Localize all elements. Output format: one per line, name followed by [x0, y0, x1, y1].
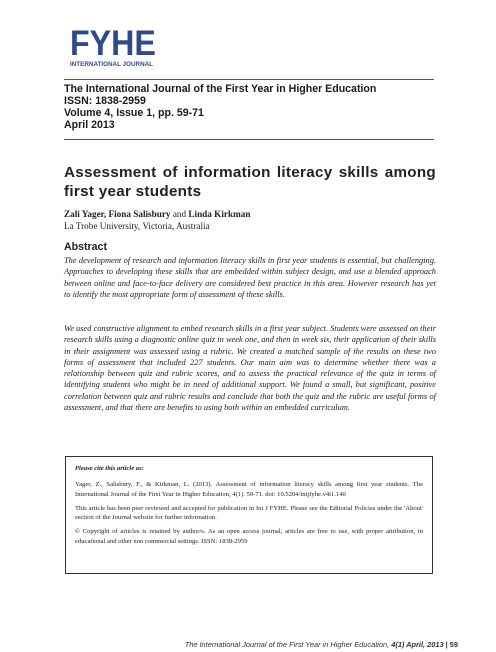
- citation-heading: Please cite this article as:: [75, 465, 144, 472]
- journal-date: April 2013: [64, 119, 115, 131]
- journal-name: The International Journal of the First Year in Higher Education: [64, 83, 377, 95]
- author-affiliation: La Trobe University, Victoria, Australia: [64, 221, 210, 231]
- copyright-note: © Copyright of articles is retained by author/s. As an open access journal, articles are free to use, with proper attribution, in educational and other non commercial settings. ISSN: 1838-2959: [75, 528, 423, 545]
- journal-info: [64, 83, 444, 131]
- journal-issn: ISSN: 1838-2959: [64, 95, 146, 107]
- page-number: 59: [449, 640, 458, 649]
- page-footer: [185, 640, 458, 649]
- abstract-paragraph-1: The development of research and information literacy skills in first year students is essential, but challenging. Approaches to developing these skills that are embedded within subject design, and use a blended approach between online and face-to-face delivery are considered best practice in this area. However research has yet to identify the most appropriate form of assessment of these skills.: [64, 256, 436, 299]
- abstract-paragraph-2: We used constructive alignment to embed research skills in a first year subject. Students were assessed on their research skills using a diagnostic online quiz in week one, and then in week six, their application of their skills in their assignment was assessed using a rubric. We created a matched sample of the results on these two forms of assessment that included 227 students. Our main aim was to determine whether there was a relationship between quiz and rubric scores, and to assess the practical relevance of the quiz in terms of identifying students who might be in need of additional support. We found a small, but significant, positive correlation between quiz and rubric results and conclude that both the quiz and the rubric are useful forms of assessment, and that there are benefits to using both within an embedded curriculum.: [64, 324, 436, 413]
- header-rule-top: [64, 79, 434, 80]
- header-rule-bottom: [64, 139, 434, 140]
- authors-first: Zali Yager, Fiona Salisbury: [64, 209, 171, 219]
- peer-review-note: This article has been peer reviewed and accepted for publication in Int J FYHE. Please see the Editorial Policies under the 'About' section of the Journal website for further information.: [75, 504, 423, 522]
- article-authors: [64, 209, 250, 219]
- logo-wordmark: FYHE: [70, 24, 156, 63]
- footer-journal: The International Journal of the First Year in Higher Education,: [184, 640, 390, 649]
- journal-volume: Volume 4, Issue 1, pp. 59-71: [64, 107, 204, 119]
- footer-issue: 4(1) April, 2013: [391, 640, 444, 649]
- citation-reference: Yager, Z., Salisbury, F., & Kirkman, L. (2013). Assessment of information literacy skills among first year students. The International Journal of the First Year in Higher Education, 4(1). 59-71. doi: 10.5204/intjfyhe.v4i1.140: [75, 481, 423, 498]
- logo-subtitle: INTERNATIONAL JOURNAL: [70, 61, 154, 68]
- authors-and: and: [172, 209, 187, 219]
- abstract-heading: Abstract: [64, 241, 107, 253]
- citation-box: [65, 456, 433, 574]
- article-title: Assessment of information literacy skills among first year students: [64, 164, 436, 200]
- footer-separator: |: [445, 640, 448, 649]
- journal-logo: [70, 24, 166, 68]
- authors-last: Linda Kirkman: [188, 209, 251, 219]
